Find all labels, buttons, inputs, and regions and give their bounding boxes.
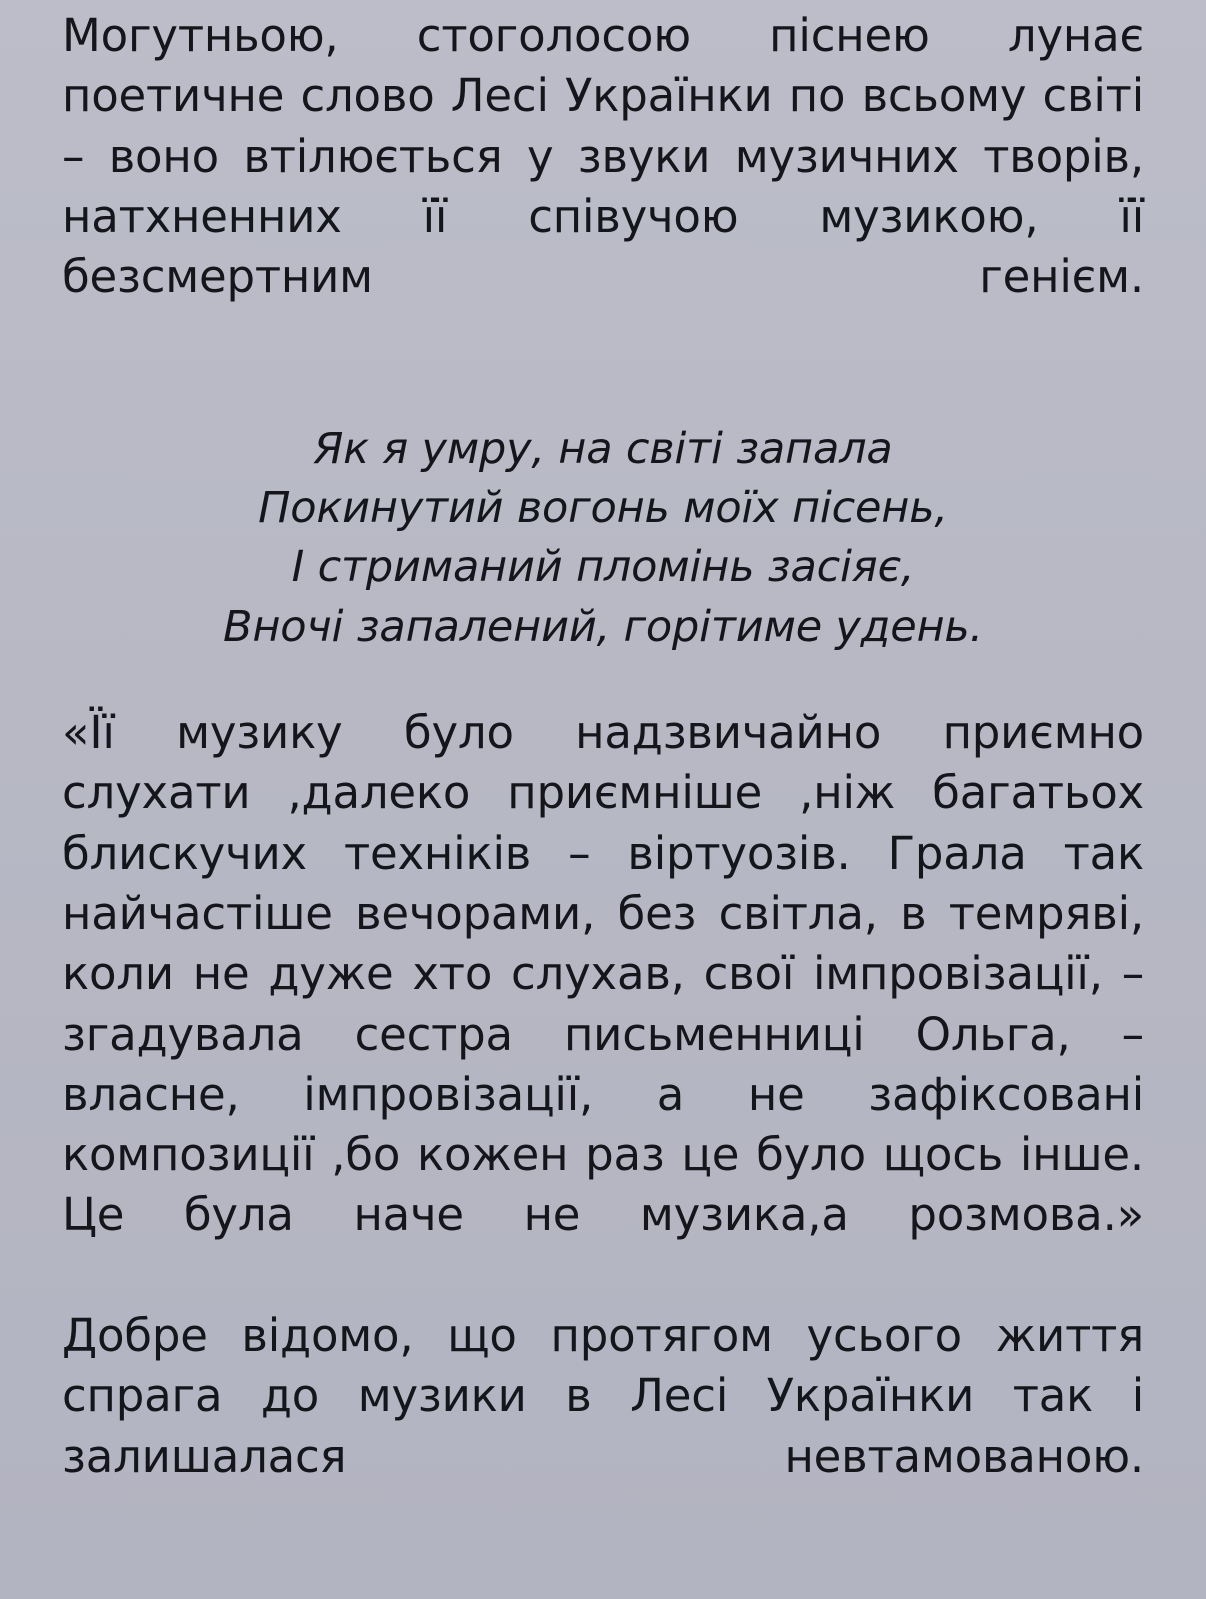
verse-line-1: Як я умру, на світі запала	[313, 423, 893, 474]
paragraph-tail: Добре відомо, що протягом усього життя спрага до музики в Лесі Українки так і залишалася невтамованою.	[62, 1309, 1144, 1483]
paragraph-quote: «Її музику було надзвичайно приємно слухати ,далеко приємніше ,ніж багатьох блискучих техніків – віртуозів. Грала так найчастіше вечорами, без світла, в темряві, коли не дуже хто слухав, свої імпровізації, – згадувала сестра письменниці Ольга, – власне, імпровізації, а не зафіксовані композиції ,бо кожен раз це було щось інше. Це була наче не музика,а розмова.»	[62, 706, 1144, 1242]
verse-line-4: Вночі запалений, горітиме удень.	[223, 601, 983, 652]
verse-line-2: Покинутий вогонь моїх пісень,	[258, 483, 948, 534]
paragraph-intro: Могутньою, стоголосою піснею лунає поетичне слово Лесі Українки по всьому світі – воно втілюється у звуки музичних творів, натхненних її співучою музикою, її безсмертним генієм.	[62, 9, 1144, 304]
verse-block	[62, 420, 1144, 657]
verse-line-3: І стриманий пломінь засіяє,	[291, 542, 915, 593]
